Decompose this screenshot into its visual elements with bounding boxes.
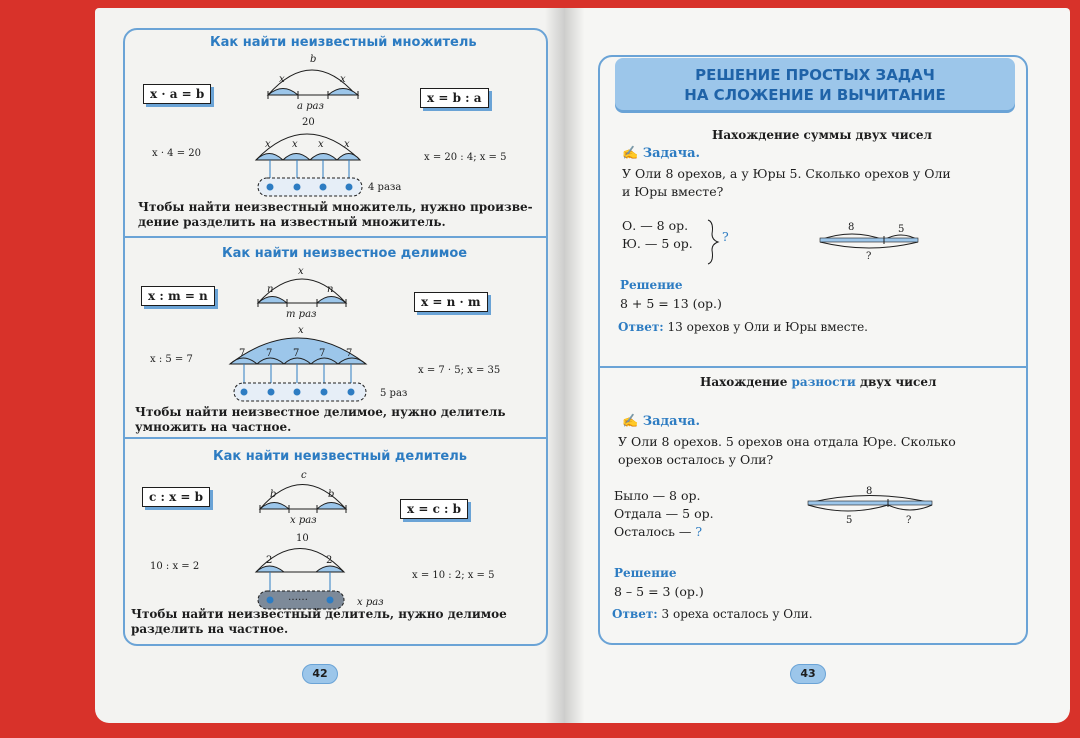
example-equation: 10 : x = 2 bbox=[150, 561, 200, 572]
example-part-label: 7 bbox=[239, 348, 246, 359]
page-number-left: 42 bbox=[302, 664, 338, 684]
diagram-count-label: x раз bbox=[290, 515, 317, 526]
rule-multiplier-line1: Чтобы найти неизвестный множитель, нужно произве- bbox=[138, 200, 533, 214]
example-equation: x · 4 = 20 bbox=[152, 148, 201, 159]
example-part-label: x bbox=[344, 139, 350, 150]
task-text-sum-line2: и Юры вместе? bbox=[622, 184, 724, 199]
segment-label-a: 5 bbox=[846, 515, 853, 526]
formula-divisor-left: c : x = b bbox=[142, 487, 210, 507]
diagram-count-label: m раз bbox=[286, 309, 317, 320]
task-text-sum-line1: У Оли 8 орехов, а у Юры 5. Сколько орехов у Оли bbox=[622, 166, 951, 181]
diagram-part-label: n bbox=[267, 284, 274, 295]
segment-label-a: 8 bbox=[848, 222, 855, 233]
solution-sum: 8 + 5 = 13 (ор.) bbox=[620, 296, 722, 311]
diagram-count-label: a раз bbox=[297, 101, 324, 112]
banner-line2: НА СЛОЖЕНИЕ И ВЫЧИТАНИЕ bbox=[684, 86, 946, 104]
title-banner bbox=[615, 58, 1015, 110]
segment-label-total: 8 bbox=[866, 486, 873, 497]
task-text-diff-line2: орехов осталось у Оли? bbox=[618, 452, 774, 467]
segment-label-total: ? bbox=[866, 251, 872, 262]
example-count-label: 5 раз bbox=[380, 388, 408, 399]
example-part-label: 7 bbox=[346, 348, 353, 359]
formula-dividend-right: x = n · m bbox=[414, 292, 488, 312]
section-title-dividend: Как найти неизвестное делимое bbox=[222, 246, 468, 261]
book-gutter bbox=[545, 8, 585, 723]
diagram-part-label: b bbox=[328, 489, 335, 500]
condition-diff-line1: Было — 8 ор. bbox=[614, 488, 701, 503]
section-title-multiplier: Как найти неизвестный множитель bbox=[210, 35, 477, 50]
pencil-icon: ✍ bbox=[622, 146, 643, 161]
answer-diff: Ответ: 3 ореха осталось у Оли. bbox=[612, 607, 813, 621]
segment-label-b: ? bbox=[906, 515, 912, 526]
banner-line1: РЕШЕНИЕ ПРОСТЫХ ЗАДАЧ bbox=[695, 66, 935, 84]
diagram-part-label: b bbox=[270, 489, 277, 500]
solution-label-diff: Решение bbox=[614, 566, 677, 580]
diagram-top-label: c bbox=[301, 470, 307, 481]
condition-sum-question: ? bbox=[722, 229, 729, 244]
right-frame bbox=[598, 55, 1028, 645]
example-solution: x = 10 : 2; x = 5 bbox=[412, 570, 495, 581]
rule-divisor-line1: Чтобы найти неизвестный делитель, нужно делимое bbox=[131, 607, 507, 621]
section-divider-2 bbox=[124, 437, 547, 439]
example-part-label: 7 bbox=[319, 348, 326, 359]
section-divider-1 bbox=[124, 236, 547, 238]
section-title-divisor: Как найти неизвестный делитель bbox=[213, 449, 467, 464]
example-dots: …… bbox=[288, 592, 308, 603]
subtitle-sum: Нахождение суммы двух чисел bbox=[712, 128, 932, 142]
example-count-label: 4 раза bbox=[368, 182, 402, 193]
condition-sum-line2: Ю. — 5 ор. bbox=[622, 236, 693, 251]
task-label-sum: ✍ Задача. bbox=[622, 146, 701, 161]
formula-multiplier-right: x = b : a bbox=[420, 88, 489, 108]
example-total-label: 10 bbox=[296, 533, 309, 544]
subtitle-diff: Нахождение разности двух чисел bbox=[700, 375, 937, 389]
diagram-top-label: b bbox=[310, 54, 317, 65]
segment-label-b: 5 bbox=[898, 224, 905, 235]
example-solution: x = 7 · 5; x = 35 bbox=[418, 365, 501, 376]
example-part-label: 2 bbox=[326, 555, 333, 566]
example-solution: x = 20 : 4; x = 5 bbox=[424, 152, 507, 163]
formula-multiplier-left: x · a = b bbox=[143, 84, 211, 104]
condition-diff-line2: Отдала — 5 ор. bbox=[614, 506, 714, 521]
rule-dividend-line2: умножить на частное. bbox=[135, 420, 292, 434]
segment-diagram-diff bbox=[0, 0, 1, 1]
section-divider-right bbox=[599, 366, 1027, 368]
solution-label-sum: Решение bbox=[620, 278, 683, 292]
task-label-diff: ✍ Задача. bbox=[622, 414, 701, 429]
page-number-right: 43 bbox=[790, 664, 826, 684]
answer-sum: Ответ: 13 орехов у Оли и Юры вместе. bbox=[618, 320, 868, 334]
rule-multiplier-line2: дение разделить на известный множитель. bbox=[138, 215, 446, 229]
formula-divisor-right: x = c : b bbox=[400, 499, 468, 519]
pencil-icon: ✍ bbox=[622, 414, 643, 429]
example-total-label: x bbox=[298, 325, 304, 336]
example-part-label: 2 bbox=[266, 555, 273, 566]
diagram-part-label: x bbox=[340, 74, 346, 85]
formula-dividend-left: x : m = n bbox=[141, 286, 215, 306]
example-part-label: x bbox=[265, 139, 271, 150]
example-part-label: 7 bbox=[266, 348, 273, 359]
rule-divisor-line2: разделить на частное. bbox=[131, 622, 289, 636]
example-equation: x : 5 = 7 bbox=[150, 354, 193, 365]
diagram-part-label: x bbox=[279, 74, 285, 85]
solution-diff: 8 – 5 = 3 (ор.) bbox=[614, 584, 704, 599]
diagram-part-label: n bbox=[327, 284, 334, 295]
diagram-top-label: x bbox=[298, 266, 304, 277]
task-text-diff-line1: У Оли 8 орехов. 5 орехов она отдала Юре. Сколько bbox=[618, 434, 956, 449]
condition-diff-line3: Осталось — ? bbox=[614, 524, 703, 539]
example-total-label: 20 bbox=[302, 117, 315, 128]
example-part-label: x bbox=[318, 139, 324, 150]
rule-dividend-line1: Чтобы найти неизвестное делимое, нужно делитель bbox=[135, 405, 506, 419]
example-part-label: 7 bbox=[293, 348, 300, 359]
example-part-label: x bbox=[292, 139, 298, 150]
left-frame bbox=[123, 28, 548, 646]
condition-sum-line1: О. — 8 ор. bbox=[622, 218, 689, 233]
example-count-label: x раз bbox=[357, 597, 384, 608]
